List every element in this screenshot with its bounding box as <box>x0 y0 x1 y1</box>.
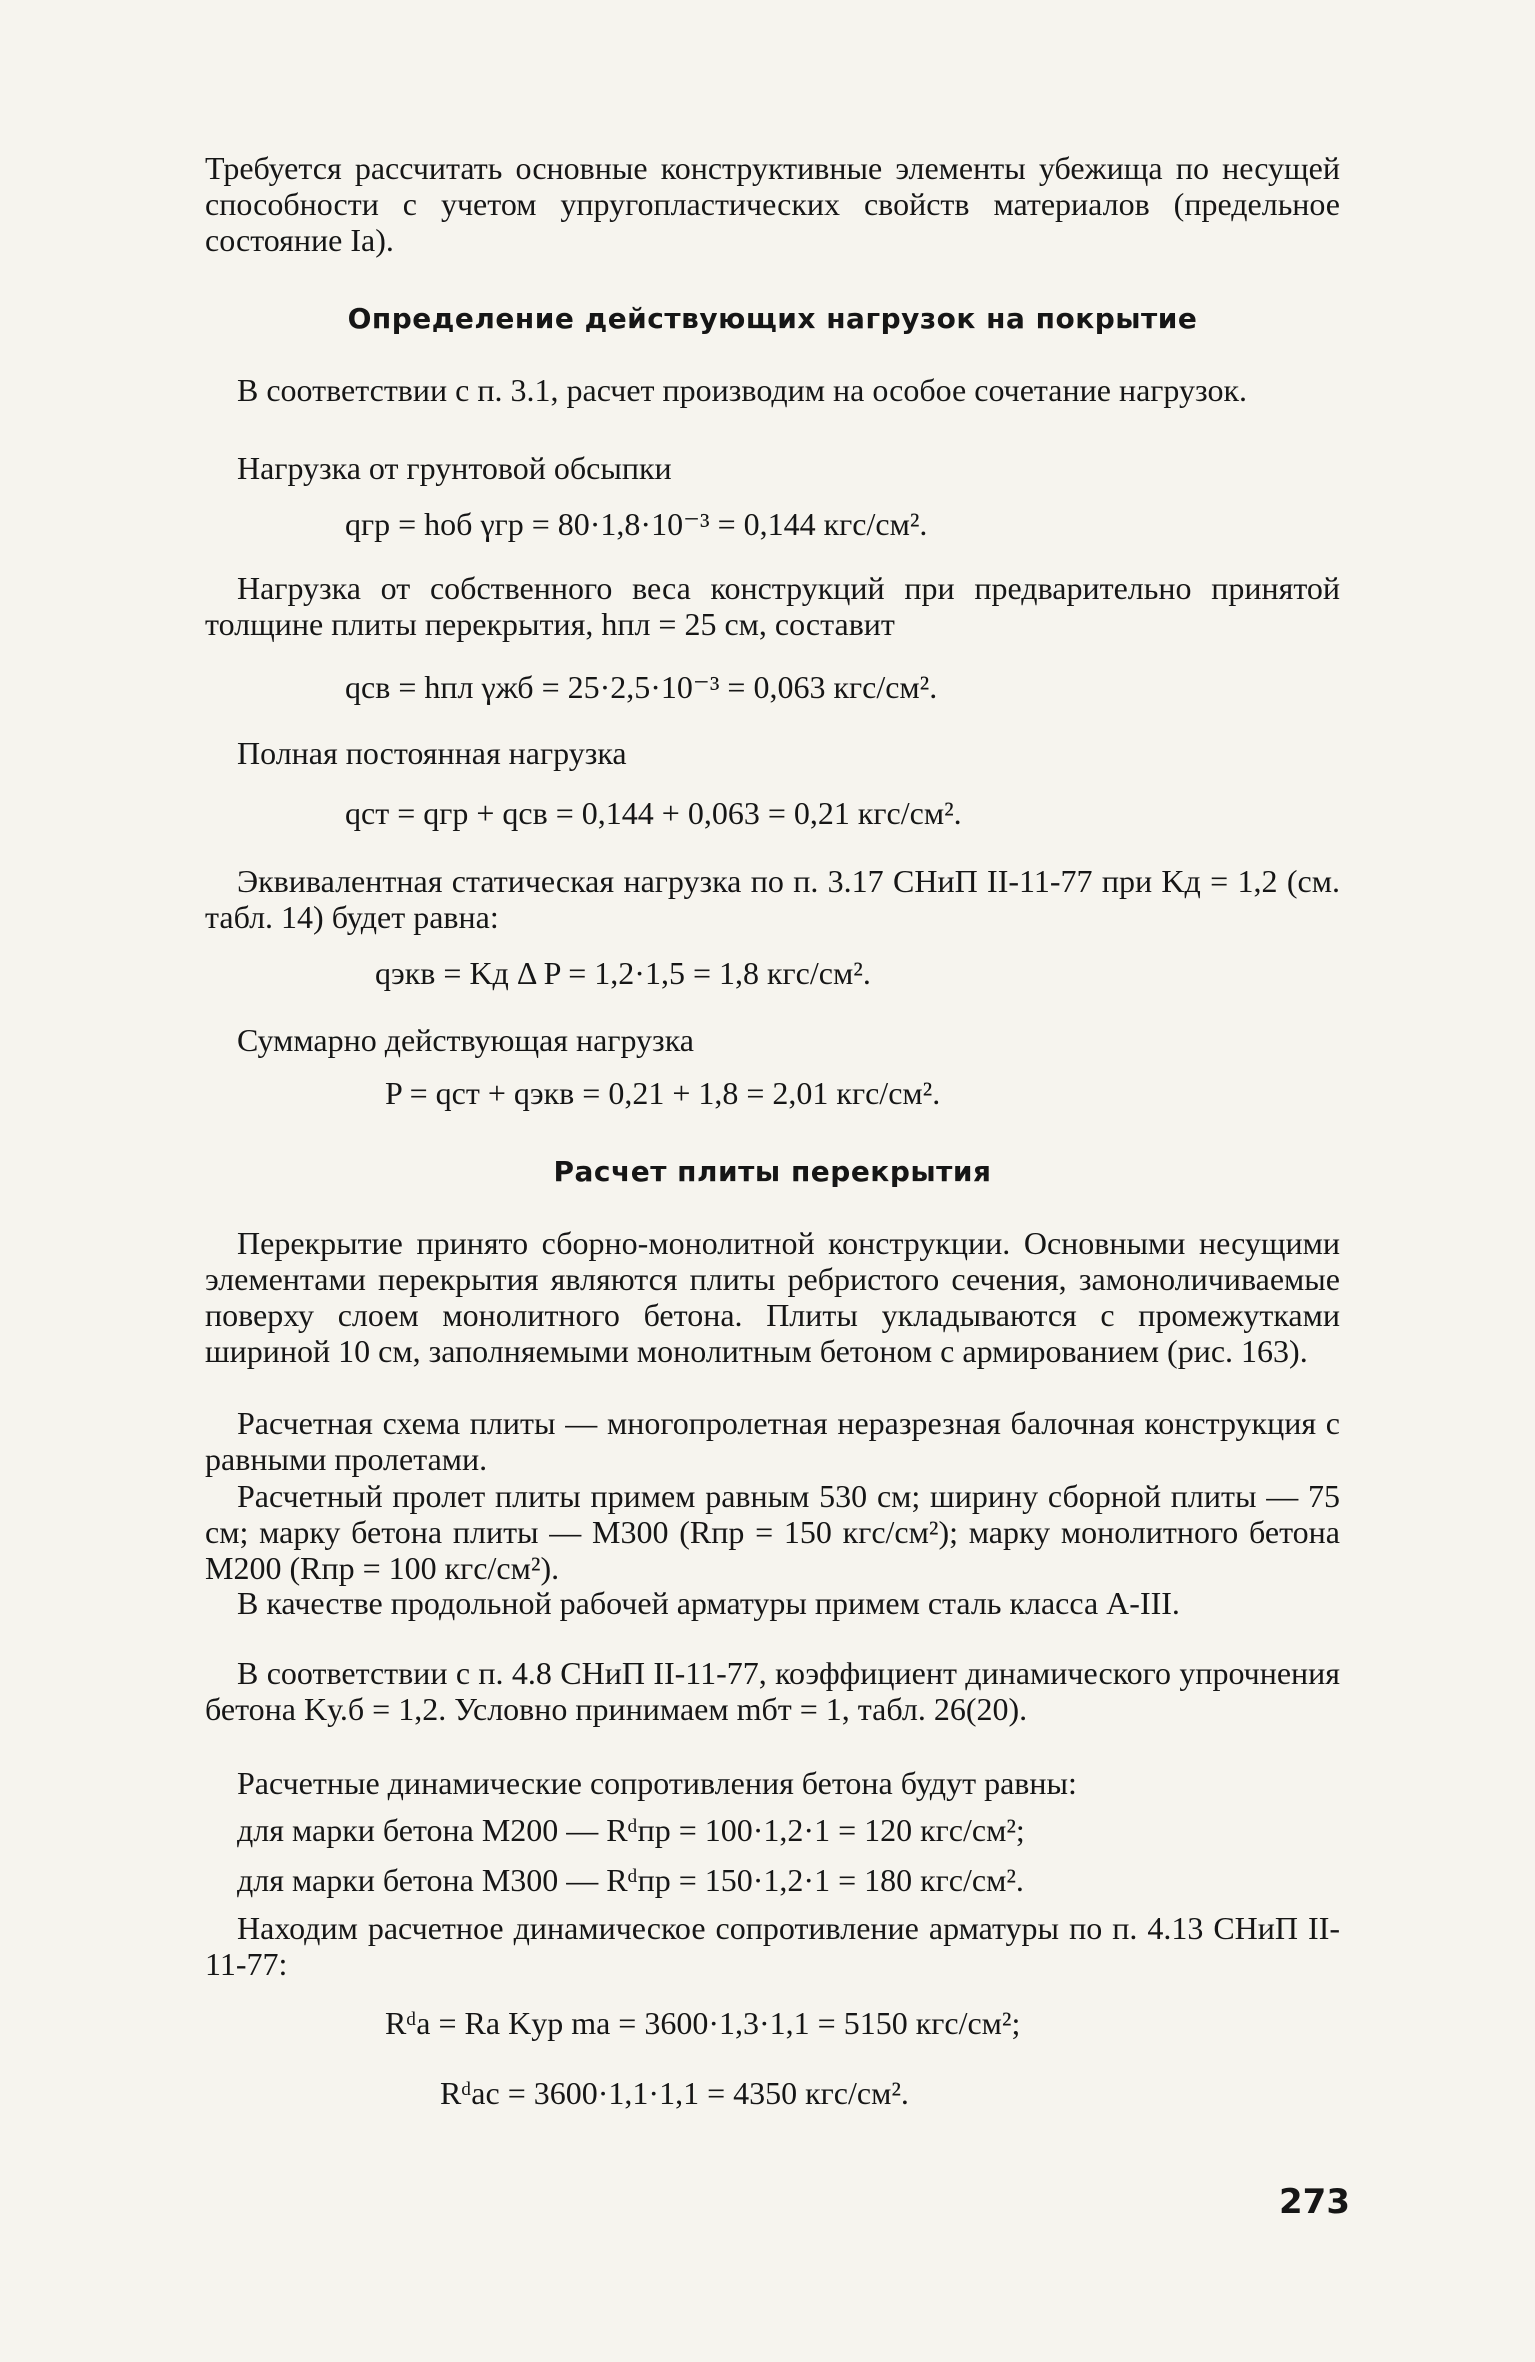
formula-self-weight: qсв = hпл γжб = 25·2,5·10⁻³ = 0,063 кгс/см². <box>345 669 938 705</box>
loads-paragraph-3: Нагрузка от собственного веса конструкций при предварительно принятой толщине плиты перекрытия, hпл = 25 см, составит <box>205 570 1340 642</box>
slab-paragraph-5: В соответствии с п. 4.8 СНиП II-11-77, коэффициент динамического упрочнения бетона Kу.б = 1,2. Условно принимаем mбт = 1, табл. 26(20). <box>205 1655 1340 1727</box>
formula-rebar-resistance: Rᵈа = Rа Kур mа = 3600·1,3·1,1 = 5150 кгс/см²; <box>385 2005 1021 2041</box>
slab-paragraph-6: Расчетные динамические сопротивления бетона будут равны: <box>237 1765 1077 1801</box>
loads-paragraph-1: В соответствии с п. 3.1, расчет производим на особое сочетание нагрузок. <box>237 372 1247 408</box>
intro-paragraph: Требуется рассчитать основные конструктивные элементы убежища по несущей способности с учетом упругопластических свойств материалов (предельное состояние Iа). <box>205 150 1340 258</box>
loads-paragraph-2: Нагрузка от грунтовой обсыпки <box>237 450 672 486</box>
slab-concrete-m200: для марки бетона М200 — Rᵈпр = 100·1,2·1 = 120 кгс/см²; <box>237 1812 1025 1848</box>
loads-paragraph-6: Суммарно действующая нагрузка <box>237 1022 694 1058</box>
slab-paragraph-4: В качестве продольной рабочей арматуры примем сталь класса А-III. <box>237 1585 1180 1621</box>
formula-soil-load: qгр = hоб γгр = 80·1,8·10⁻³ = 0,144 кгс/см². <box>345 506 928 542</box>
formula-constant-load: qст = qгр + qсв = 0,144 + 0,063 = 0,21 кгс/см². <box>345 795 962 831</box>
page-number: 273 <box>1279 2182 1350 2222</box>
formula-equivalent-load: qэкв = Kд Δ P = 1,2·1,5 = 1,8 кгс/см². <box>375 955 871 991</box>
slab-paragraph-1: Перекрытие принято сборно-монолитной конструкции. Основными несущими элементами перекрытия являются плиты ребристого сечения, замоноличиваемые поверху слоем монолитного бетона. Плиты укладываются с промежутками шириной 10 см, заполняемыми монолитным бетоном с армированием (рис. 163). <box>205 1225 1340 1369</box>
slab-paragraph-2: Расчетная схема плиты — многопролетная неразрезная балочная конструкция с равными пролетами. <box>205 1405 1340 1477</box>
loads-paragraph-4: Полная постоянная нагрузка <box>237 735 627 771</box>
formula-total-load: P = qст + qэкв = 0,21 + 1,8 = 2,01 кгс/см². <box>385 1075 941 1111</box>
formula-rebar-resistance-2: Rᵈас = 3600·1,1·1,1 = 4350 кгс/см². <box>440 2075 909 2111</box>
loads-paragraph-5: Эквивалентная статическая нагрузка по п. 3.17 СНиП II-11-77 при Kд = 1,2 (см. табл. 14) будет равна: <box>205 863 1340 935</box>
heading-loads: Определение действующих нагрузок на покрытие <box>347 302 1198 335</box>
slab-paragraph-3: Расчетный пролет плиты примем равным 530 см; ширину сборной плиты — 75 см; марку бетона плиты — М300 (Rпр = 150 кгс/см²); марку монолитного бетона М200 (Rпр = 100 кгс/см²). <box>205 1478 1340 1586</box>
slab-concrete-m300: для марки бетона М300 — Rᵈпр = 150·1,2·1 = 180 кгс/см². <box>237 1862 1024 1898</box>
slab-paragraph-7: Находим расчетное динамическое сопротивление арматуры по п. 4.13 СНиП II-11-77: <box>205 1910 1340 1982</box>
heading-slab: Расчет плиты перекрытия <box>553 1155 992 1188</box>
